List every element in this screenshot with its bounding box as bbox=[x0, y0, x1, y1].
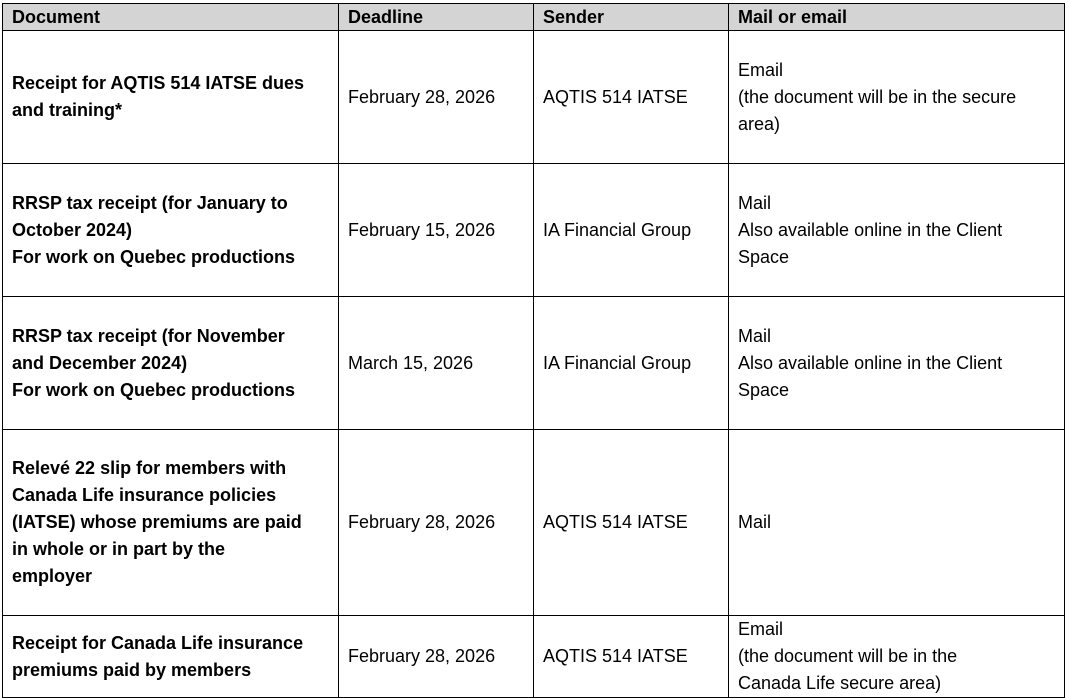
document-line: premiums paid by members bbox=[12, 659, 252, 680]
document-line: Canada Life insurance policies bbox=[12, 485, 277, 505]
table-row bbox=[3, 430, 1065, 616]
header-document: Document bbox=[3, 4, 339, 31]
cell-mail-or-email bbox=[729, 430, 1065, 616]
table-row bbox=[3, 31, 1065, 164]
cell-sender: IA Financial Group bbox=[534, 297, 729, 430]
cell-deadline: March 15, 2026 bbox=[339, 297, 534, 430]
header-mail-or-email: Mail or email bbox=[729, 4, 1065, 31]
delivery-line: (the document will be in the bbox=[738, 646, 958, 666]
cell-mail-or-email bbox=[729, 31, 1065, 164]
cell-document bbox=[3, 616, 339, 698]
cell-deadline: February 28, 2026 bbox=[339, 31, 534, 164]
header-sender: Sender bbox=[534, 4, 729, 31]
cell-mail-or-email bbox=[729, 616, 1065, 698]
table-row bbox=[3, 616, 1065, 698]
delivery-line: Mail bbox=[738, 325, 772, 346]
table-row bbox=[3, 164, 1065, 297]
cell-deadline: February 28, 2026 bbox=[339, 616, 534, 698]
document-line: For work on Quebec productions bbox=[12, 379, 296, 400]
delivery-line: Also available online in the Client bbox=[738, 219, 1003, 240]
delivery-line: area) bbox=[738, 113, 781, 134]
delivery-line: (the document will be in the secure bbox=[738, 86, 1017, 107]
cell-deadline: February 28, 2026 bbox=[339, 430, 534, 616]
cell-deadline: February 15, 2026 bbox=[339, 164, 534, 297]
delivery-line: Mail bbox=[738, 512, 772, 532]
cell-document bbox=[3, 297, 339, 430]
document-line: Receipt for AQTIS 514 IATSE dues bbox=[12, 73, 305, 93]
table-row bbox=[3, 297, 1065, 430]
cell-sender: AQTIS 514 IATSE bbox=[534, 31, 729, 164]
delivery-line: Mail bbox=[738, 192, 772, 213]
delivery-line: Also available online in the Client bbox=[738, 352, 1003, 373]
delivery-line: Canada Life secure area) bbox=[738, 673, 942, 693]
document-line: and training* bbox=[12, 100, 123, 120]
cell-sender: AQTIS 514 IATSE bbox=[534, 616, 729, 698]
document-line: Receipt for Canada Life insurance bbox=[12, 632, 304, 653]
document-line: RRSP tax receipt (for January to bbox=[12, 192, 288, 213]
cell-mail-or-email bbox=[729, 297, 1065, 430]
cell-document bbox=[3, 31, 339, 164]
header-deadline: Deadline bbox=[339, 4, 534, 31]
delivery-line: Email bbox=[738, 59, 784, 80]
cell-sender: IA Financial Group bbox=[534, 164, 729, 297]
document-line: RRSP tax receipt (for November bbox=[12, 325, 285, 346]
cell-document bbox=[3, 430, 339, 616]
cell-sender: AQTIS 514 IATSE bbox=[534, 430, 729, 616]
document-line: Relevé 22 slip for members with bbox=[12, 458, 287, 478]
document-line: in whole or in part by the bbox=[12, 539, 226, 559]
tax-documents-table bbox=[2, 3, 1065, 698]
cell-mail-or-email bbox=[729, 164, 1065, 297]
document-line: October 2024) bbox=[12, 219, 133, 240]
document-line: and December 2024) bbox=[12, 352, 188, 373]
document-line: (IATSE) whose premiums are paid bbox=[12, 512, 302, 532]
delivery-line: Space bbox=[738, 379, 790, 400]
cell-document bbox=[3, 164, 339, 297]
delivery-line: Space bbox=[738, 246, 790, 267]
document-line: For work on Quebec productions bbox=[12, 246, 296, 267]
header-row bbox=[3, 4, 1065, 31]
document-line: employer bbox=[12, 566, 93, 586]
delivery-line: Email bbox=[738, 619, 784, 639]
